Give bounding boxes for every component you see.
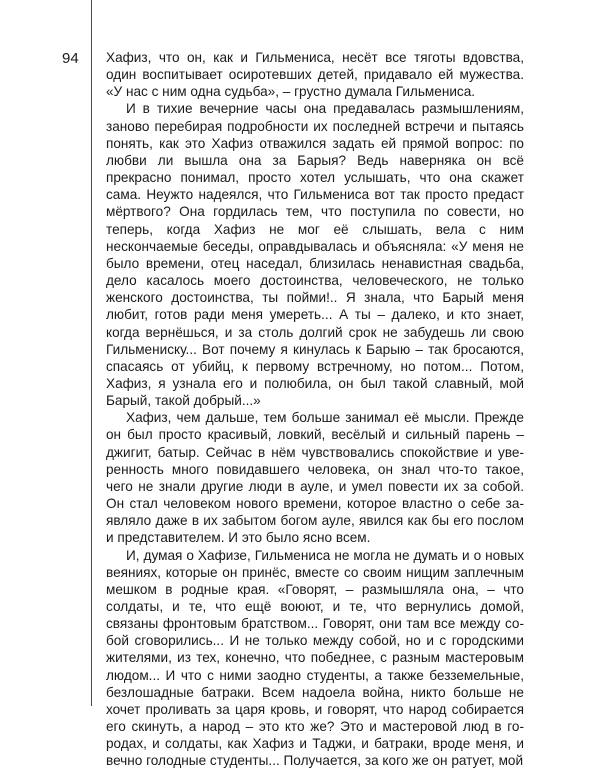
page-margin-rule: [91, 0, 92, 706]
body-text: [106, 49, 524, 770]
paragraph-1: Хафиз, что он, как и Гильмениса, несёт все тяготы вдовства, один воспитывает осиротевших детей, придавало ей мужества. «У нас с ним одна судьба», – грустно думала Гильмениса.: [106, 50, 524, 100]
paragraph-4: И, думая о Хафизе, Гильмениса не могла не думать и о новых веяниях, которые он принёс, вместе со своим нищим заплечным мешком в родные края. «Говорят, – размышляла она, – что солдаты, и те, что ещё воюют, и те, что вернулись домой, связаны фронтовым братством... Говорят, они там все между собой сговорились... И не только между собой, но и с городскими жителями, из тех, конечно, что победнее, с разным мастеровым людом... И что с ними заодно студенты, а также безземельные, безлошадные батраки. Всем надоела война, никто больше не хочет проливать за царя кровь, и говорят, что народ собирается его скинуть, а народ – это кто же? Это и мастеровой люд в городах, и солдаты, как Хафиз и Таджи, и батраки, вроде меня, и вечно голодные студенты... Получается, за кого же он ратует, мой: [106, 547, 524, 769]
page-number: 94: [62, 50, 79, 67]
paragraph-3: Хафиз, чем дальше, тем больше занимал её мысли. Прежде он был просто красивый, ловкий, весёлый и сильный парень – джигит, батыр. Сейчас в нём чувствовались спокойствие и уверенность много повидавшего человека, он знал что-то такое, чего не знали другие люди в ауле, и умел повести их за собой. Он стал человеком нового времени, которое властно о себе заявляло даже в их забытом богом ауле, явился как бы его послом и представителем. И это было ясно всем.: [106, 410, 524, 546]
paragraph-2: И в тихие вечерние часы она предавалась размышлениям, заново перебирая подробности их последней встречи и пытаясь понять, как это Хафиз отважился задать ей прямой вопрос: по любви ли вышла она за Барыя? Ведь наверняка он всё прекрасно понимал, просто хотел услышать, что она скажет сама. Неужто надеялся, что Гильмениса вот так просто предаст мёртвого? Она гордилась тем, что поступила по совести, но теперь, когда Хафиз не мог её слышать, вела с ним нескончаемые беседы, оправдывалась и объясняла: «У меня не было времени, отец наседал, близилась ненавистная свадьба, дело касалось моего достоинства, человеческого, не только женского достоинства, ты пойми!.. Я знала, что Барый меня любит, готов ради меня умереть... А ты – далеко, и кто знает, когда вернёшься, и за столь долгий срок не забудешь ли свою Гильмениску... Вот почему я кинулась к Барыю – так бросаются, спасаясь от убийц, к первому встречному, но потом... Потом, Хафиз, я узнала его и полюбила, он был такой славный, мой Барый, такой добрый...»: [106, 101, 524, 409]
